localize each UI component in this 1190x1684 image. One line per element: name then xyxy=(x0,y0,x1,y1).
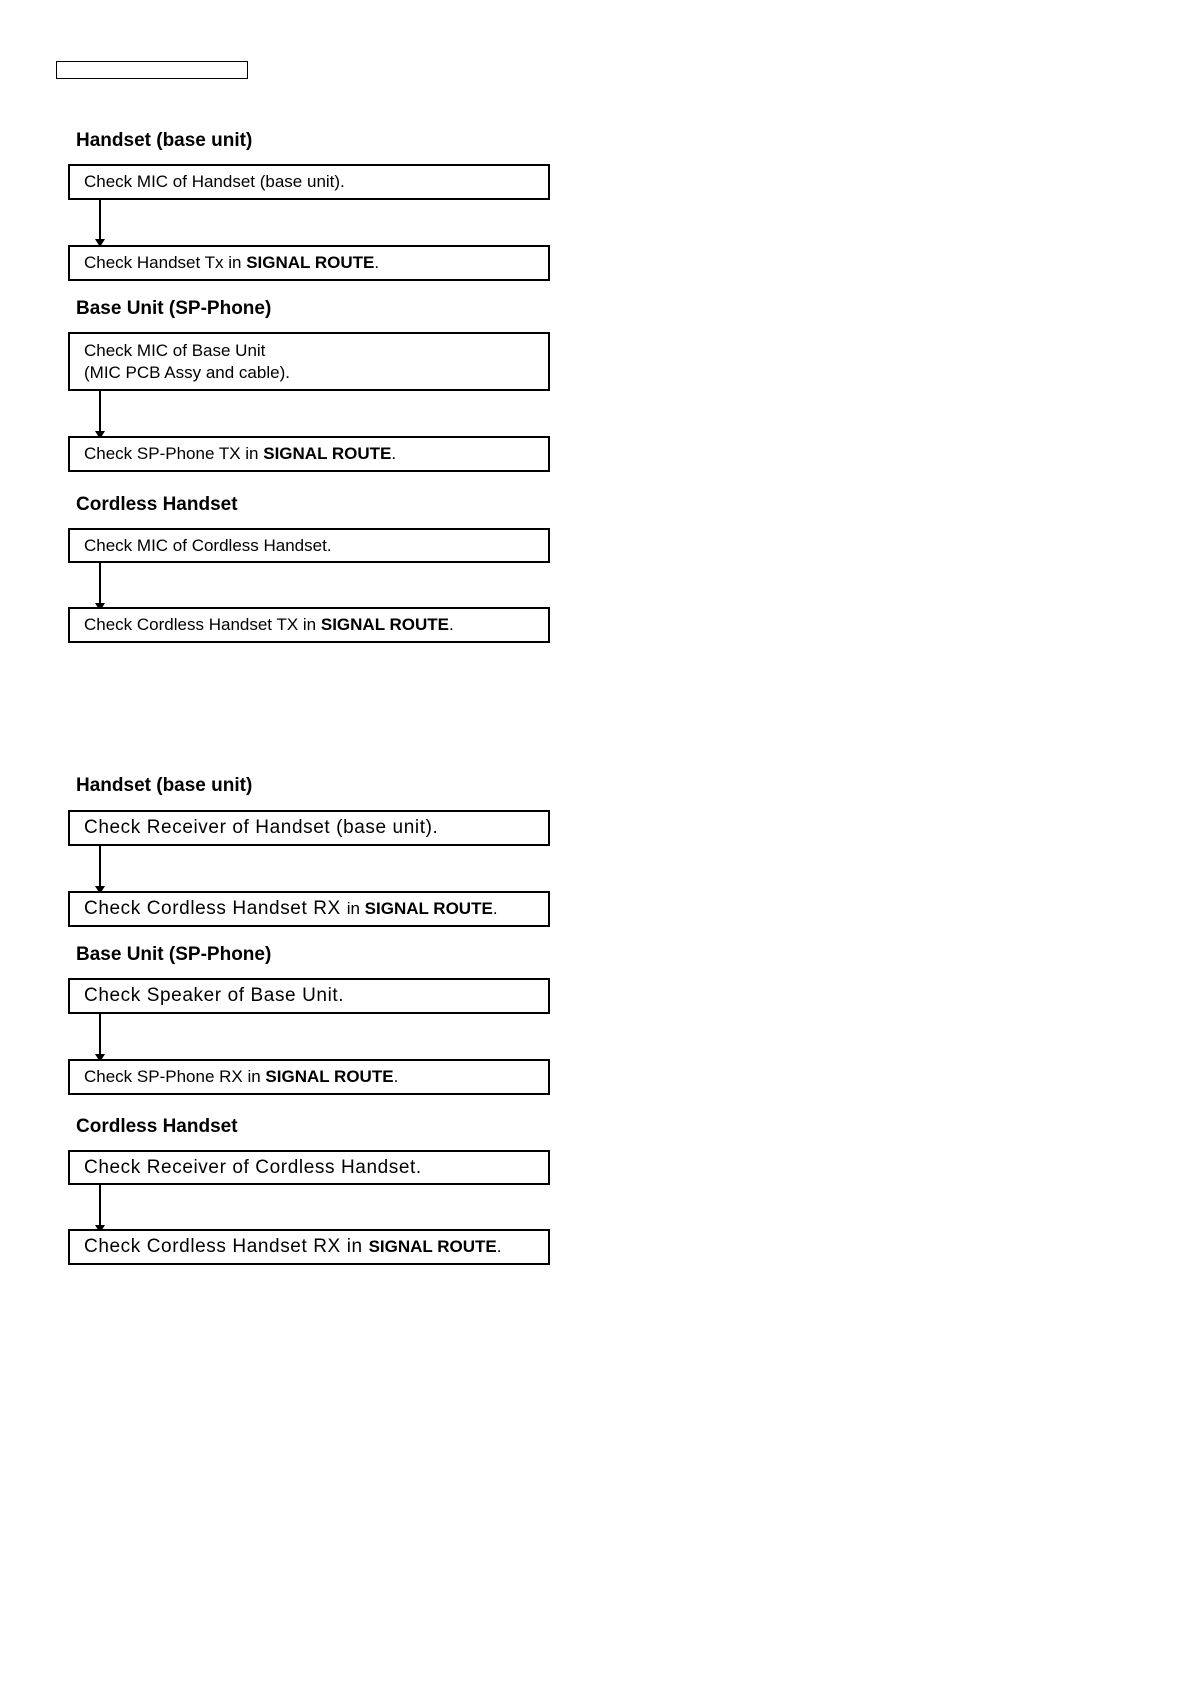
signal-route-label: SIGNAL ROUTE xyxy=(364,899,493,918)
signal-route-label: SIGNAL ROUTE xyxy=(263,444,392,463)
step-text: Check Cordless Handset TX in SIGNAL ROUTE. xyxy=(84,615,454,634)
step-check-cordless-handset-rx xyxy=(68,891,550,927)
step-text: Check Receiver of Cordless Handset. xyxy=(84,1156,422,1178)
header-blank-box xyxy=(56,61,248,79)
step-check-sp-phone-rx xyxy=(68,1059,550,1095)
step-text: Check SP-Phone RX in SIGNAL ROUTE. xyxy=(84,1067,399,1086)
heading-handset-base-unit-rx: Handset (base unit) xyxy=(76,775,253,796)
step-text: Check MIC of Base Unit (MIC PCB Assy and cable). xyxy=(84,340,290,382)
signal-route-label: SIGNAL ROUTE xyxy=(320,615,449,634)
step-check-cordless-rx xyxy=(68,1229,550,1265)
step-text: Check Cordless Handset RX in SIGNAL ROUTE. xyxy=(84,1236,502,1257)
flow-arrow xyxy=(99,846,101,893)
heading-handset-base-unit-tx: Handset (base unit) xyxy=(76,130,253,151)
signal-route-label: SIGNAL ROUTE xyxy=(246,253,375,272)
step-check-speaker-base-unit xyxy=(68,978,550,1014)
signal-route-label: SIGNAL ROUTE xyxy=(265,1067,394,1086)
step-text: Check Handset Tx in SIGNAL ROUTE. xyxy=(84,253,380,272)
step-check-mic-handset xyxy=(68,164,550,200)
flow-arrow xyxy=(99,391,101,438)
step-check-receiver-cordless xyxy=(68,1150,550,1185)
step-text: Check MIC of Cordless Handset. xyxy=(84,535,332,555)
step-check-cordless-tx xyxy=(68,607,550,643)
flow-arrow xyxy=(99,1014,101,1061)
heading-cordless-handset-rx: Cordless Handset xyxy=(76,1116,238,1137)
step-text: Check MIC of Handset (base unit). xyxy=(84,172,345,191)
step-text: Check Speaker of Base Unit. xyxy=(84,985,345,1006)
step-check-sp-phone-tx xyxy=(68,436,550,472)
step-text: Check Receiver of Handset (base unit). xyxy=(84,817,439,838)
step-check-receiver-handset xyxy=(68,810,550,846)
heading-base-unit-sp-phone-rx: Base Unit (SP-Phone) xyxy=(76,944,272,965)
signal-route-label: SIGNAL ROUTE xyxy=(368,1237,497,1256)
step-check-mic-base-unit xyxy=(68,332,550,391)
flow-arrow xyxy=(99,563,101,610)
heading-base-unit-sp-phone-tx: Base Unit (SP-Phone) xyxy=(76,298,272,319)
flow-arrow xyxy=(99,1185,101,1232)
step-check-mic-cordless xyxy=(68,528,550,563)
step-text: Check SP-Phone TX in SIGNAL ROUTE. xyxy=(84,444,397,463)
step-check-handset-tx xyxy=(68,245,550,281)
flow-arrow xyxy=(99,200,101,246)
heading-cordless-handset-tx: Cordless Handset xyxy=(76,494,238,515)
step-text: Check Cordless Handset RX in SIGNAL ROUTE. xyxy=(84,898,498,919)
